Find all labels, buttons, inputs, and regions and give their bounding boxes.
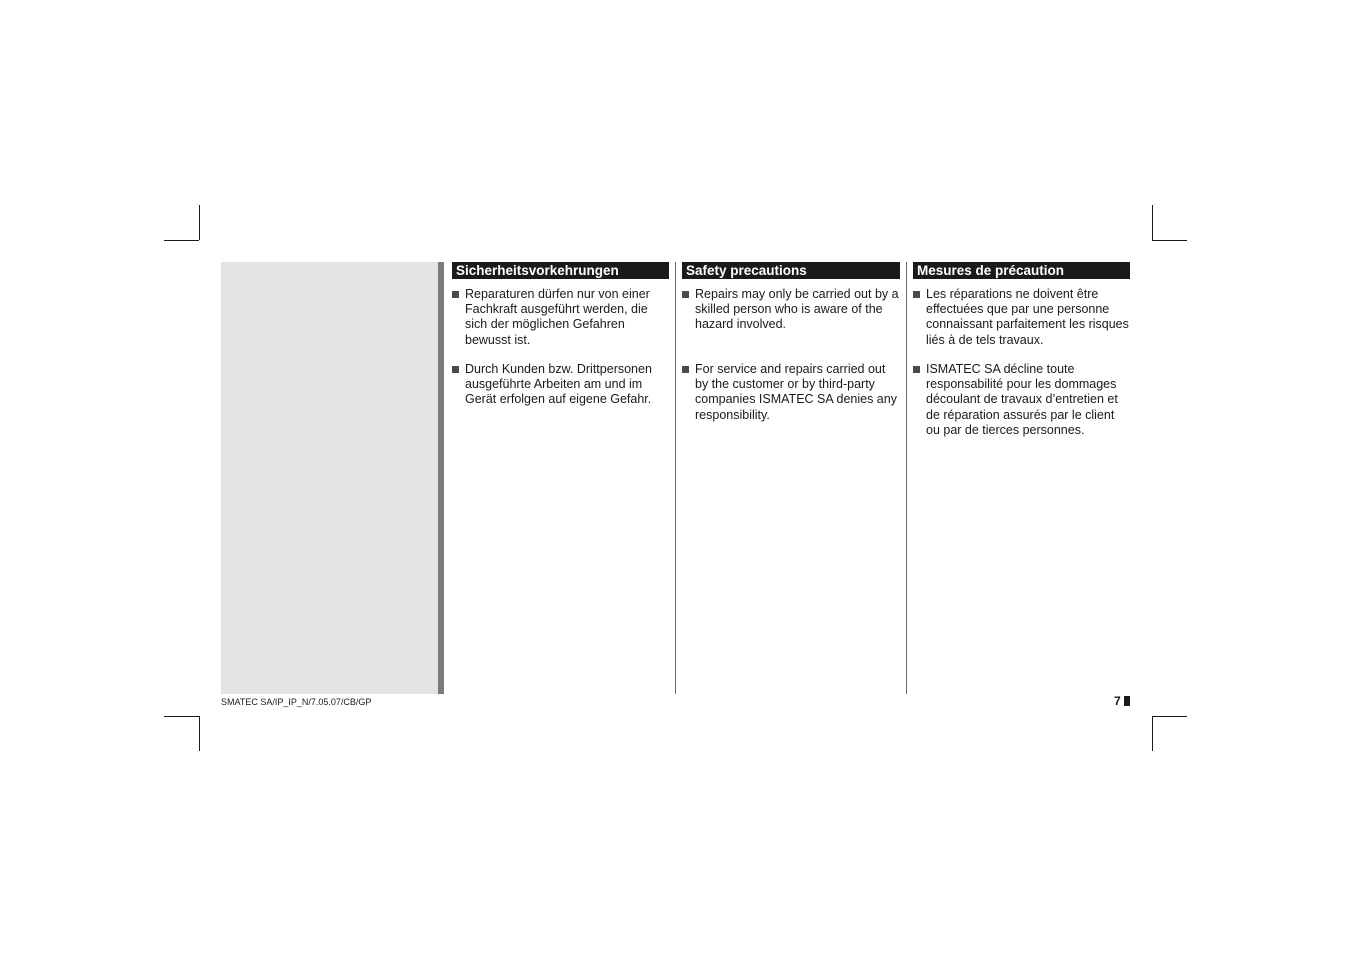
list-item-text: ISMATEC SA décline toute responsabilité pour les dommages découlant de travaux d’entretien et de réparation assurés par le client ou par de tierces personnes. [926,362,1118,437]
crop-mark-top-right-v [1152,205,1153,240]
square-bullet-icon [682,291,689,298]
square-bullet-icon [682,366,689,373]
column-french [913,262,1130,694]
square-bullet-icon [913,366,920,373]
list-item-text: Reparaturen dürfen nur von einer Fachkraft ausgeführt werden, die sich der möglichen Gefahren bewusst ist. [465,287,650,347]
crop-mark-bottom-left-h [164,716,199,717]
column-heading: Safety precautions [682,262,900,279]
side-panel [221,262,438,694]
square-bullet-icon [913,291,920,298]
column-english [682,262,900,694]
list-item-text: Les réparations ne doivent être effectuées que par une personne connaissant parfaitement les risques liés à de tels travaux. [926,287,1129,347]
crop-mark-top-left-h [164,240,199,241]
list-item-text: For service and repairs carried out by the customer or by third-party companies ISMATEC SA denies any responsibility. [695,362,897,422]
side-panel-bar [438,262,444,694]
crop-mark-bottom-right-h [1152,716,1187,717]
crop-mark-top-right-h [1152,240,1187,241]
column-heading: Mesures de précaution [913,262,1130,279]
crop-mark-top-left-v [199,205,200,240]
column-separator-2 [906,262,907,694]
list-item-text: Durch Kunden bzw. Drittpersonen ausgeführte Arbeiten am und im Gerät erfolgen auf eigene Gefahr. [465,362,652,407]
column-german [452,262,669,694]
square-bullet-icon [452,366,459,373]
column-heading: Sicherheitsvorkehrungen [452,262,669,279]
list-item-text: Repairs may only be carried out by a skilled person who is aware of the hazard involved. [695,287,899,332]
crop-mark-bottom-left-v [199,716,200,751]
page-marker-icon [1124,696,1130,706]
document-code: SMATEC SA/IP_IP_N/7.05.07/CB/GP [221,697,372,707]
page-number: 7 [1114,694,1121,708]
column-separator-1 [675,262,676,694]
square-bullet-icon [452,291,459,298]
crop-mark-bottom-right-v [1152,716,1153,751]
